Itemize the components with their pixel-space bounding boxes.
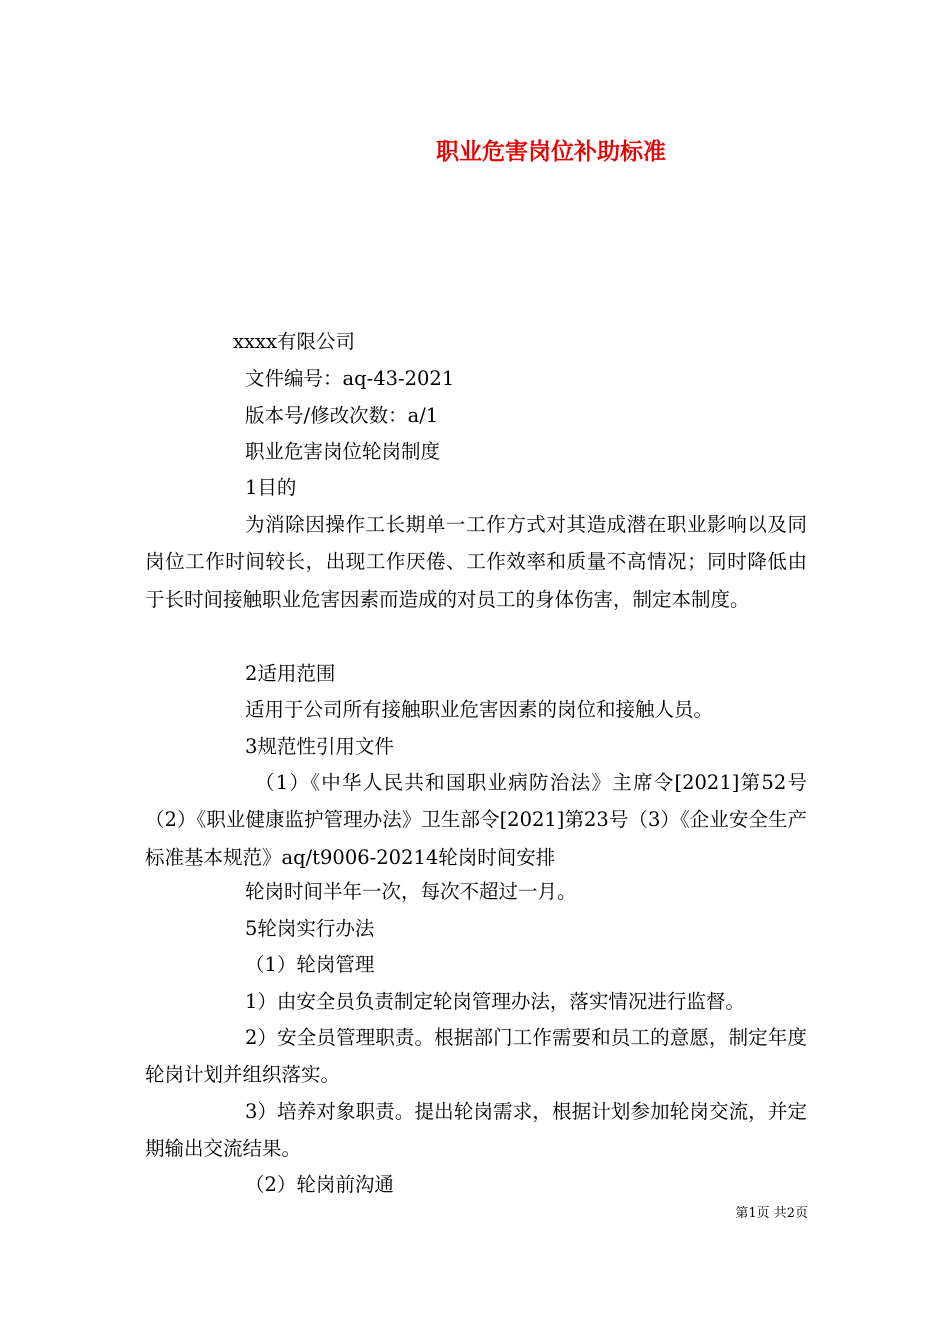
system-name: 职业危害岗位轮岗制度 [245,440,441,463]
sub2-heading: （2）轮岗前沟通 [245,1173,394,1196]
file-number: 文件编号：aq-43-2021 [245,367,455,390]
section5-heading: 5轮岗实行办法 [245,917,375,940]
version-number: 版本号/修改次数：a/1 [245,404,439,427]
item2: 2）安全员管理职责。根据部门工作需要和员工的意愿，制定年度轮岗计划并组织落实。 [145,1026,807,1087]
item3: 3）培养对象职责。提出轮岗需求，根据计划参加轮岗交流，并定期输出交流结果。 [145,1100,807,1161]
company-name: xxxx有限公司 [233,330,355,353]
item1: 1）由安全员负责制定轮岗管理办法，落实情况进行监督。 [245,990,745,1013]
section2-heading: 2适用范围 [245,662,336,685]
document-title: 职业危害岗位补助标准 [436,139,666,165]
section3-body: （1）《中华人民共和国职业病防治法》主席令[2021]第52号（2）《职业健康监护管理办法》卫生部令[2021]第23号（3）《企业安全生产标准基本规范》aq/t9006-20214轮岗时间安排 [145,771,807,869]
section1-body: 为消除因操作工长期单一工作方式对其造成潜在职业影响以及同岗位工作时间较长，出现工作厌倦、工作效率和质量不高情况；同时降低由于长时间接触职业危害因素而造成的对员工的身体伤害，制定本制度。 [145,513,807,611]
section4-body: 轮岗时间半年一次，每次不超过一月。 [245,880,577,903]
section1-heading: 1目的 [245,476,297,499]
sub1-heading: （1）轮岗管理 [245,953,375,976]
section2-body: 适用于公司所有接触职业危害因素的岗位和接触人员。 [245,698,714,721]
section3-heading: 3规范性引用文件 [245,735,394,758]
page-number: 第1页 共2页 [735,1206,808,1221]
